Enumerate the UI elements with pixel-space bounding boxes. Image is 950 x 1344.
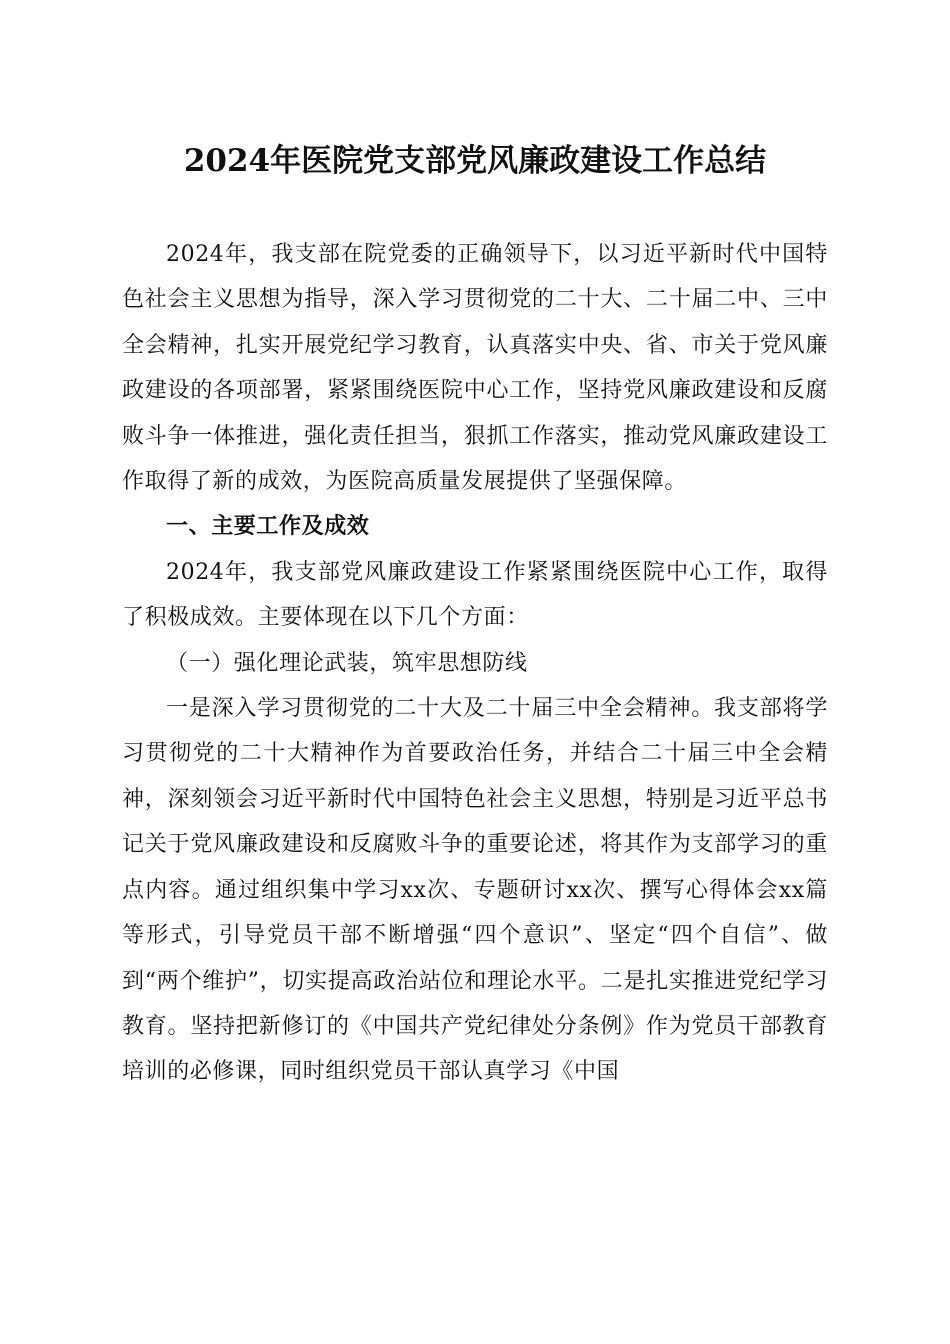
- document-title: 2024年医院党支部党风廉政建设工作总结: [183, 143, 767, 179]
- document-body: [122, 232, 828, 1095]
- point-two-body: 坚持把新修订的《中国共产党纪律处分条例》作为党员干部教育培训的必修课，同时组织党员干部认真学习《中国: [122, 1013, 828, 1085]
- point-two-lead: 二是扎实推进党纪学习教育。: [122, 968, 828, 1039]
- intro-paragraph: 2024年，我支部在院党委的正确领导下，以习近平新时代中国特色社会主义思想为指导，深入学习贯彻党的二十大、二十届二中、三中全会精神，扎实开展党纪学习教育，认真落实中央、省、市关于党风廉政建设的各项部署，紧紧围绕医院中心工作，坚持党风廉政建设和反腐败斗争一体推进，强化责任担当，狠抓工作落实，推动党风廉政建设工作取得了新的成效，为医院高质量发展提供了坚强保障。: [122, 242, 828, 495]
- section-heading-main-work: 一、主要工作及成效: [166, 514, 370, 540]
- section-intro-paragraph: 2024年，我支部党风廉政建设工作紧紧围绕医院中心工作，取得了积极成效。主要体现在以下几个方面：: [122, 559, 828, 631]
- point-one-lead: 一是深入学习贯彻党的二十大及二十届三中全会精神。: [166, 696, 715, 722]
- points-paragraph: [122, 686, 828, 1095]
- point-one-body: 我支部将学习贯彻党的二十大精神作为首要政治任务，并结合二十届三中全会精神，深刻领会习近平新时代中国特色社会主义思想，特别是习近平总书记关于党风廉政建设和反腐败斗争的重要论述，将其作为支部学习的重点内容。通过组织集中学习xx次、专题研讨xx次、撰写心得体会xx篇等形式，引导党员干部不断增强“四个意识”、坚定“四个自信”、做到“两个维护”，切实提高政治站位和理论水平。: [122, 696, 828, 994]
- subsection-heading-theory: （一）强化理论武装，筑牢思想防线: [166, 650, 528, 676]
